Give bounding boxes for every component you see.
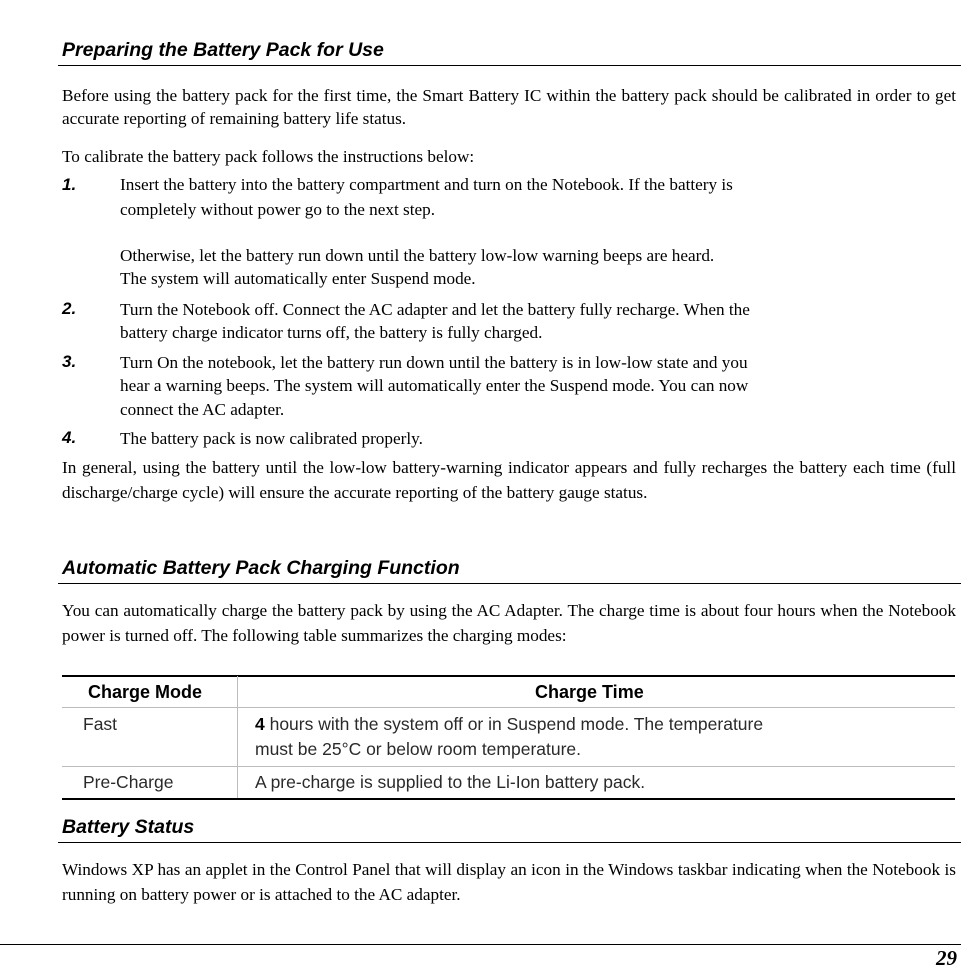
table-cell-mode: Pre-Charge xyxy=(83,772,174,792)
step-text: The system will automatically enter Suspend mode. xyxy=(120,269,476,288)
table-row-rule xyxy=(62,766,955,767)
step-text: hear a warning beeps. The system will automatically enter the Suspend mode. You can now xyxy=(120,376,749,395)
step-text: Otherwise, let the battery run down until the battery low-low warning beeps are heard. xyxy=(120,246,715,265)
step-text: connect the AC adapter. xyxy=(120,400,285,419)
table-column-divider xyxy=(237,676,238,799)
table-top-rule xyxy=(62,675,955,677)
section-heading-battery-status: Battery Status xyxy=(62,816,195,838)
step-text: completely without power go to the next step. xyxy=(120,200,436,219)
step-text: Turn On the notebook, let the battery run down until the battery is in low-low state and you xyxy=(120,353,748,372)
step-number: 4. xyxy=(62,428,77,447)
table-cell-mode: Fast xyxy=(83,714,118,734)
table-header-charge-mode: Charge Mode xyxy=(88,682,203,702)
battery-status-paragraph: Windows XP has an applet in the Control Panel that will display an icon in the Windows taskbar indicating when the Notebook is running on battery power or is attached to the AC adapter. xyxy=(62,860,956,904)
step-text: Turn the Notebook off. Connect the AC adapter and let the battery fully recharge. When the xyxy=(120,300,750,319)
closing-paragraph: In general, using the battery until the low-low battery-warning indicator appears and fully recharges the battery each time (full discharge/charge cycle) will ensure the accurate reporting of the battery gauge status. xyxy=(62,458,956,502)
step-text: The battery pack is now calibrated properly. xyxy=(120,429,423,448)
table-cell-time: A pre-charge is supplied to the Li-Ion battery pack. xyxy=(255,772,646,792)
charge-hours-value: 4 xyxy=(255,714,265,734)
table-cell-time xyxy=(255,712,763,736)
heading-rule xyxy=(58,583,961,584)
footer-rule xyxy=(0,944,961,945)
step-text: Insert the battery into the battery compartment and turn on the Notebook. If the battery is xyxy=(120,175,733,194)
table-header-charge-time: Charge Time xyxy=(535,682,644,702)
heading-rule xyxy=(58,65,961,66)
table-header-rule xyxy=(62,707,955,708)
section-heading-automatic-charging: Automatic Battery Pack Charging Function xyxy=(62,557,460,579)
step-number: 3. xyxy=(62,352,77,371)
step-number: 2. xyxy=(62,299,77,318)
step-number: 1. xyxy=(62,175,77,194)
instructions-lead: To calibrate the battery pack follows the instructions below: xyxy=(62,147,475,166)
table-bottom-rule xyxy=(62,798,955,800)
charging-intro-paragraph: You can automatically charge the battery pack by using the AC Adapter. The charge time is about four hours when the Notebook power is turned off. The following table summarizes the charging modes: xyxy=(62,601,956,645)
page-number: 29 xyxy=(936,946,957,970)
step-text: battery charge indicator turns off, the battery is fully charged. xyxy=(120,323,543,342)
section-heading-preparing-battery: Preparing the Battery Pack for Use xyxy=(62,39,384,61)
intro-paragraph: Before using the battery pack for the first time, the Smart Battery IC within the battery pack should be calibrated in order to get accurate reporting of remaining battery life status. xyxy=(62,86,956,128)
table-cell-time: must be 25°C or below room temperature. xyxy=(255,739,582,759)
heading-rule xyxy=(58,842,961,843)
charge-time-text: hours with the system off or in Suspend mode. The temperature xyxy=(264,714,764,734)
